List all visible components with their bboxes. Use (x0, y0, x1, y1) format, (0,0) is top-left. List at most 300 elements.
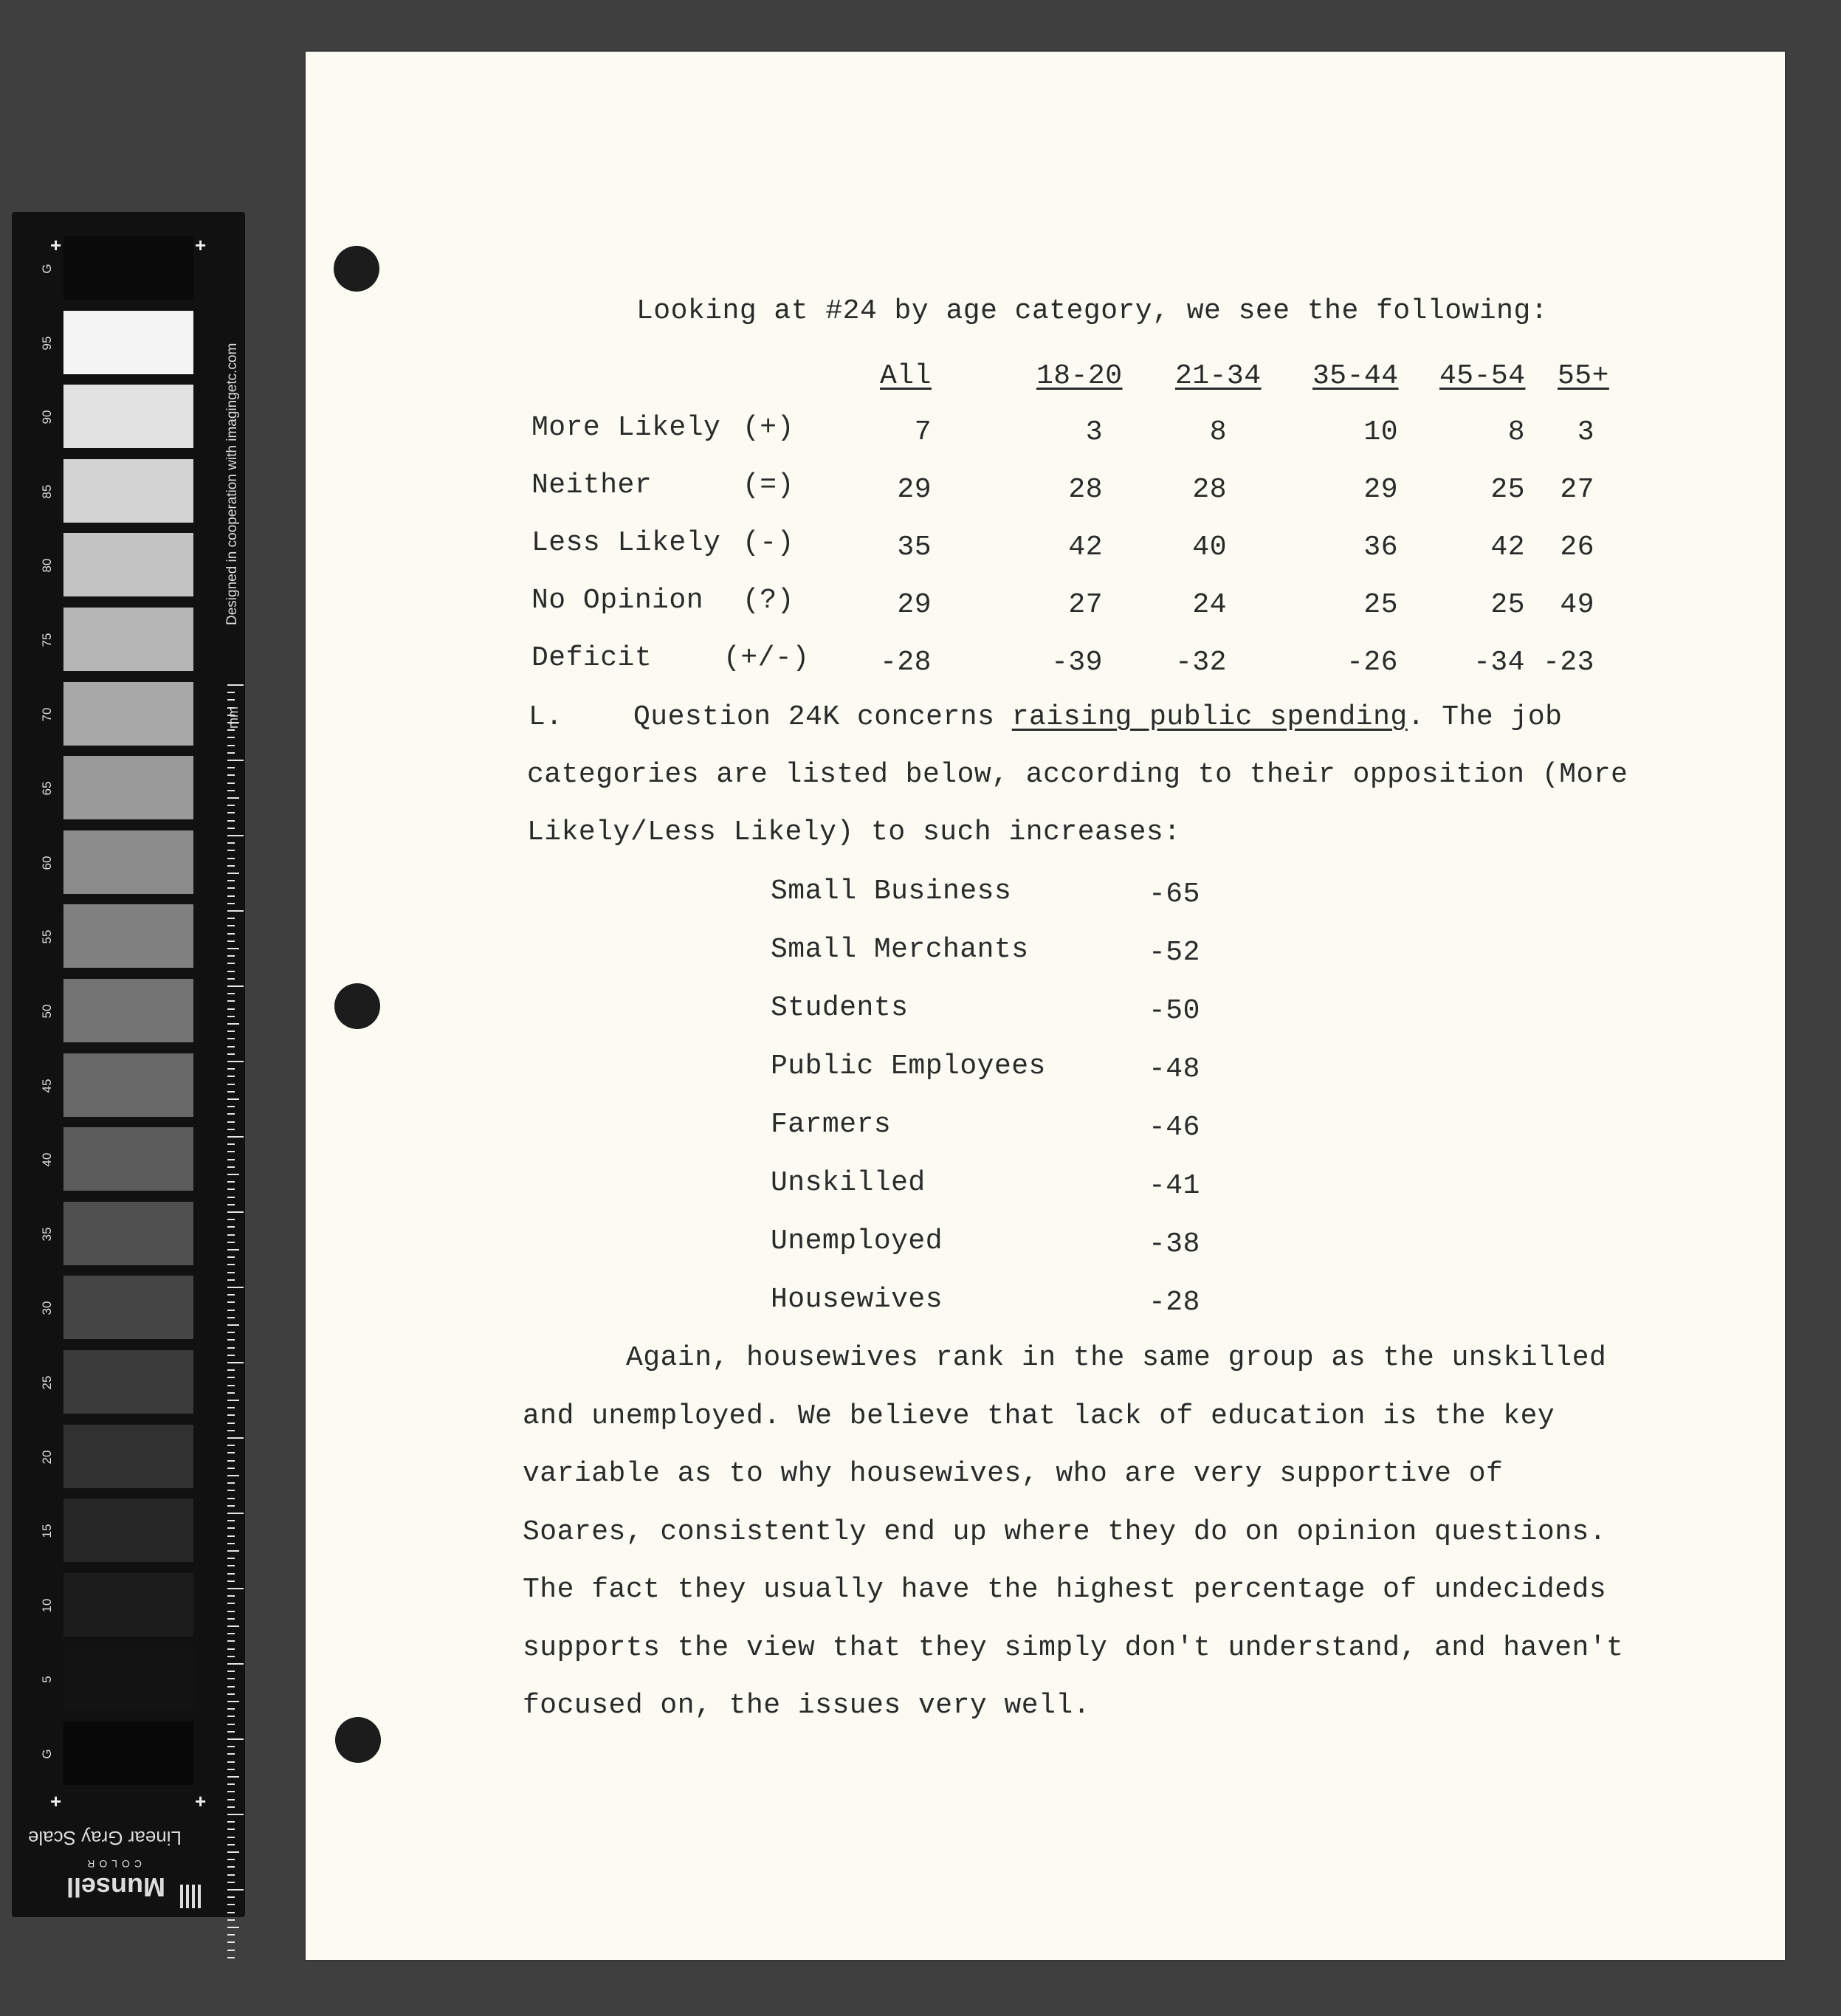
ruler-tick (227, 1769, 235, 1770)
ruler-tick (227, 1859, 235, 1860)
age-cell: 10 (1363, 416, 1398, 448)
ruler-tick (227, 1799, 235, 1800)
gray-patch-label: 20 (40, 1450, 54, 1465)
ruler-tick (227, 1543, 235, 1544)
ruler-tick (227, 1934, 235, 1936)
ruler-tick (227, 1008, 235, 1010)
ruler-tick (227, 1301, 235, 1303)
ruler-tick (227, 1452, 235, 1453)
ruler-tick (227, 1061, 244, 1062)
closing-line: Soares, consistently end up where they do on opinion questions. (523, 1516, 1607, 1548)
ruler-tick (227, 1076, 235, 1077)
ruler-tick (227, 1310, 235, 1311)
job-name: Students (771, 992, 909, 1024)
closing-line: supports the view that they simply don't understand, and haven't (523, 1631, 1624, 1664)
ruler-tick (227, 887, 235, 889)
ruler-tick (227, 1151, 235, 1152)
age-header: All (880, 360, 932, 392)
gray-patch-label: G (40, 1749, 54, 1759)
gray-patch-label: G (40, 264, 54, 274)
intro-line: Looking at #24 by age category, we see the following: (636, 295, 1549, 327)
ruler-tick (227, 1950, 235, 1951)
ruler-tick (227, 1550, 239, 1552)
ruler-tick (227, 1385, 235, 1386)
ruler-tick (227, 1468, 235, 1469)
age-cell: -28 (880, 647, 932, 678)
ruler-tick (227, 1053, 235, 1055)
gray-patch-label: 40 (40, 1152, 54, 1167)
ruler-tick (227, 1369, 235, 1371)
job-name: Small Merchants (771, 934, 1029, 966)
gray-patch (63, 1647, 193, 1710)
ruler-tick (227, 737, 235, 738)
ruler-tick (227, 1648, 235, 1650)
age-cell: 8 (1507, 416, 1525, 448)
gray-patch (63, 1499, 193, 1562)
ruler-tick (227, 1851, 239, 1853)
ruler-tick (227, 1242, 235, 1243)
age-cell: 8 (1209, 416, 1227, 448)
gray-patch-label: 35 (40, 1227, 54, 1242)
ruler-tick (227, 910, 244, 912)
ruler-tick (227, 1844, 235, 1845)
age-cell: 35 (897, 531, 932, 563)
ruler-tick (227, 1837, 235, 1838)
ruler-tick (227, 873, 239, 874)
section-line-1a: Question 24K concerns (633, 701, 1012, 733)
ruler-tick (227, 1866, 235, 1868)
ruler-tick (227, 1437, 244, 1439)
ruler-tick (227, 1264, 235, 1265)
ruler-tick (227, 1084, 235, 1085)
ruler-tick (227, 1513, 244, 1514)
job-name: Farmers (771, 1109, 892, 1141)
gray-patch-label: 90 (40, 410, 54, 424)
job-name: Housewives (771, 1284, 943, 1315)
ruler-tick (227, 1256, 235, 1258)
ruler-tick (227, 1776, 239, 1778)
closing-line: and unemployed. We believe that lack of education is the key (523, 1400, 1555, 1432)
age-header: 55+ (1558, 360, 1609, 392)
age-cell: 29 (897, 474, 932, 506)
gray-patch (63, 533, 193, 596)
job-value: -65 (1149, 878, 1200, 910)
ruler-tick (227, 1181, 235, 1183)
section-letter: L. (529, 701, 563, 733)
ruler-tick (227, 1498, 235, 1499)
ruler-tick (227, 1211, 244, 1213)
ruler-tick (227, 1671, 235, 1672)
job-name: Public Employees (771, 1050, 1046, 1082)
ruler-tick (227, 1482, 235, 1484)
gray-patch (63, 904, 193, 968)
age-row-label: Deficit (531, 642, 653, 674)
job-name: Unemployed (771, 1225, 943, 1257)
ruler-tick (227, 1625, 239, 1627)
gray-patch (63, 608, 193, 671)
plus-mark-bottom-left: + (50, 1790, 62, 1812)
section-line-1 (633, 701, 1562, 733)
ruler-tick (227, 1000, 235, 1002)
ruler-tick (227, 1392, 235, 1394)
ruler-tick (227, 1234, 235, 1236)
gray-patch-label: 30 (40, 1301, 54, 1315)
gray-patch (63, 1425, 193, 1488)
gray-patch-label: 95 (40, 336, 54, 351)
ruler-tick (227, 903, 235, 904)
ruler-tick (227, 1414, 235, 1416)
ruler-tick (227, 1091, 235, 1093)
ruler-tick (227, 1332, 235, 1333)
closing-line: Again, housewives rank in the same group as the unskilled (626, 1342, 1607, 1374)
age-cell: 40 (1192, 531, 1227, 563)
punch-hole-middle (334, 983, 380, 1029)
ruler-tick (227, 1294, 235, 1296)
gray-patch (63, 385, 193, 448)
closing-line: variable as to why housewives, who are very supportive of (523, 1458, 1504, 1490)
ruler-tick (227, 948, 239, 949)
ruler-unit-label: mm (226, 706, 241, 729)
age-cell: 29 (897, 589, 932, 621)
gray-patch (63, 236, 193, 300)
ruler-tick (227, 1580, 235, 1582)
age-row-label: Neither (531, 469, 653, 501)
age-cell: 28 (1068, 474, 1103, 506)
age-cell: -34 (1473, 647, 1525, 678)
job-value: -52 (1149, 937, 1200, 969)
job-name: Unskilled (771, 1167, 926, 1199)
ruler-tick (227, 1761, 235, 1763)
age-cell: 42 (1068, 531, 1103, 563)
ruler-tick (227, 1272, 235, 1273)
gray-patch-label: 60 (40, 856, 54, 870)
ruler-tick (227, 1724, 235, 1725)
gray-patch-label: 85 (40, 484, 54, 499)
ruler-tick (227, 745, 235, 746)
ruler-tick (227, 1716, 235, 1717)
age-row-code: (=) (743, 469, 794, 501)
age-row-label: More Likely (531, 412, 721, 444)
punch-hole-top (334, 246, 379, 292)
gray-patch (63, 756, 193, 819)
ruler-tick (227, 1475, 239, 1476)
ruler-tick (227, 797, 239, 799)
gray-patch-label: 80 (40, 558, 54, 573)
gray-patch-label: 5 (40, 1676, 54, 1684)
gray-patch-label: 55 (40, 929, 54, 944)
ruler-tick (227, 1828, 235, 1830)
ruler-tick (227, 1701, 239, 1702)
ruler-tick (227, 1603, 235, 1604)
age-row-code: (-) (743, 527, 794, 559)
ruler-tick (227, 993, 235, 994)
ruler-tick (227, 1896, 235, 1898)
ruler-tick (227, 955, 235, 957)
ruler-tick (227, 1287, 244, 1288)
ruler-tick (227, 880, 235, 881)
ruler-tick (227, 1919, 235, 1921)
age-row-code: (+) (743, 412, 794, 444)
age-cell: 27 (1560, 474, 1594, 506)
age-cell: -26 (1346, 647, 1398, 678)
ruler-tick (227, 850, 235, 851)
ruler-tick (227, 1279, 235, 1281)
ruler-tick (227, 1611, 235, 1612)
ruler-tick (227, 1197, 235, 1198)
age-row-code: (+/-) (723, 642, 810, 674)
ruler-tick (227, 1226, 235, 1228)
ruler-tick (227, 1912, 235, 1913)
gray-patch (63, 979, 193, 1042)
ruler-tick (227, 752, 235, 754)
age-cell: 3 (1577, 416, 1594, 448)
job-value: -48 (1149, 1053, 1200, 1085)
ruler-tick (227, 1490, 235, 1491)
gray-patch-label: 75 (40, 633, 54, 647)
ruler-tick (227, 1355, 235, 1356)
mm-ruler (220, 684, 250, 1965)
gray-scale-card (12, 212, 245, 1917)
ruler-tick (227, 940, 235, 942)
gray-patch-label: 10 (40, 1598, 54, 1613)
age-cell: 25 (1363, 589, 1398, 621)
age-cell: 25 (1490, 589, 1525, 621)
age-cell: 28 (1192, 474, 1227, 506)
ruler-tick (227, 692, 235, 693)
section-line-2: categories are listed below, according to their opposition (More (527, 759, 1628, 791)
plus-mark-bottom-right: + (195, 1790, 207, 1812)
ruler-tick (227, 1573, 235, 1575)
ruler-tick (227, 1068, 235, 1070)
section-line-1b: . The job (1407, 701, 1563, 733)
age-header: 45-54 (1439, 360, 1526, 392)
ruler-tick (227, 1038, 235, 1039)
ruler-tick (227, 812, 235, 813)
gray-patch (63, 1573, 193, 1637)
job-value: -41 (1149, 1170, 1200, 1202)
ruler-tick (227, 1595, 235, 1597)
ruler-tick (227, 1023, 239, 1025)
ruler-tick (227, 1121, 235, 1123)
age-cell: 25 (1490, 474, 1525, 506)
ruler-tick (227, 1535, 235, 1537)
ruler-tick (227, 1814, 244, 1815)
ruler-tick (227, 805, 235, 806)
ruler-tick (227, 1136, 244, 1138)
ruler-tick (227, 858, 235, 859)
gray-patch-label: 65 (40, 781, 54, 796)
age-row-label: No Opinion (531, 585, 704, 616)
ruler-tick (227, 1031, 235, 1032)
age-cell: 27 (1068, 589, 1103, 621)
gray-patch (63, 1127, 193, 1191)
plus-mark-top-right: + (195, 234, 207, 256)
ruler-tick (227, 1339, 235, 1341)
closing-line: focused on, the issues very well. (523, 1690, 1091, 1721)
age-cell: 29 (1363, 474, 1398, 506)
ruler-tick (227, 971, 235, 972)
gray-patch (63, 1721, 193, 1785)
ruler-tick (227, 918, 235, 919)
ruler-tick (227, 1693, 235, 1695)
age-header: 18-20 (1036, 360, 1123, 392)
ruler-tick (227, 1663, 244, 1665)
ruler-tick (227, 933, 235, 935)
ruler-tick (227, 1317, 235, 1318)
ruler-tick (227, 1460, 235, 1462)
closing-line: The fact they usually have the highest percentage of undecideds (523, 1574, 1607, 1606)
ruler-tick (227, 828, 235, 829)
job-name: Small Business (771, 875, 1012, 907)
gray-patch-label: 70 (40, 707, 54, 722)
ruler-tick (227, 1520, 235, 1521)
gray-patch (63, 682, 193, 746)
age-cell: 24 (1192, 589, 1227, 621)
age-row-label: Less Likely (531, 527, 721, 559)
gray-patch (63, 1053, 193, 1117)
ruler-tick (227, 760, 244, 761)
ruler-tick (227, 1400, 239, 1401)
ruler-tick (227, 820, 235, 822)
age-cell: 3 (1085, 416, 1103, 448)
age-cell: -23 (1543, 647, 1594, 678)
gray-patch (63, 830, 193, 894)
gray-patch (63, 1350, 193, 1414)
age-header: 35-44 (1312, 360, 1399, 392)
ruler-tick (227, 1904, 235, 1905)
ruler-tick (227, 684, 244, 686)
ruler-tick (227, 767, 235, 768)
credit-text: Designed in cooperation with imagingetc.com (224, 343, 240, 625)
age-cell: 42 (1490, 531, 1525, 563)
ruler-tick (227, 1746, 235, 1747)
ruler-tick (227, 1422, 235, 1424)
ruler-tick (227, 1618, 235, 1620)
gray-patch-label: 45 (40, 1078, 54, 1093)
ruler-tick (227, 895, 235, 897)
gray-patch-label: 50 (40, 1004, 54, 1019)
ruler-tick (227, 842, 235, 844)
gray-patch (63, 1202, 193, 1265)
ruler-tick (227, 1347, 235, 1349)
age-cell: 7 (914, 416, 932, 448)
ruler-tick (227, 1731, 235, 1733)
ruler-tick (227, 1129, 235, 1130)
punch-hole-bottom (335, 1717, 381, 1763)
ruler-tick (227, 1821, 235, 1823)
ruler-tick (227, 1445, 235, 1446)
gray-patch-label: 25 (40, 1375, 54, 1390)
ruler-tick (227, 1249, 239, 1250)
ruler-tick (227, 1166, 235, 1168)
ruler-tick (227, 1505, 235, 1507)
scale-title: Linear Gray Scale (27, 1827, 182, 1849)
gray-patch (63, 311, 193, 374)
age-cell: -32 (1175, 647, 1227, 678)
ruler-tick (227, 1558, 235, 1559)
ruler-tick (227, 865, 235, 867)
brand-sub: COLOR (83, 1858, 142, 1870)
ruler-tick (227, 1324, 239, 1326)
gray-patch (63, 1276, 193, 1339)
ruler-tick (227, 1174, 239, 1175)
ruler-tick (227, 1430, 235, 1431)
age-cell: 36 (1363, 531, 1398, 563)
job-value: -28 (1149, 1287, 1200, 1318)
ruler-tick (227, 978, 235, 980)
ruler-tick (227, 1889, 244, 1891)
ruler-tick (227, 1656, 235, 1657)
gray-patch (63, 459, 193, 523)
ruler-tick (227, 1633, 235, 1634)
ruler-tick (227, 1686, 235, 1688)
ruler-tick (227, 925, 235, 926)
ruler-tick (227, 1957, 235, 1958)
ruler-tick (227, 985, 244, 987)
document-page (306, 52, 1785, 1960)
plus-mark-top-left: + (50, 234, 62, 256)
age-cell: -39 (1051, 647, 1103, 678)
age-header: 21-34 (1175, 360, 1262, 392)
ruler-tick (227, 1941, 235, 1943)
brand-logo-icon (180, 1885, 204, 1908)
ruler-tick (227, 1143, 235, 1145)
ruler-tick (227, 1640, 235, 1642)
ruler-tick (227, 1588, 244, 1589)
ruler-tick (227, 963, 235, 964)
gray-patch-label: 15 (40, 1524, 54, 1538)
ruler-tick (227, 1113, 235, 1115)
ruler-tick (227, 1806, 235, 1808)
ruler-tick (227, 1791, 235, 1792)
ruler-tick (227, 1016, 235, 1017)
ruler-tick (227, 1783, 235, 1785)
ruler-tick (227, 1204, 235, 1205)
ruler-tick (227, 1098, 239, 1100)
age-row-code: (?) (743, 585, 794, 616)
ruler-tick (227, 1753, 235, 1755)
ruler-tick (227, 1407, 235, 1408)
section-line-3: Likely/Less Likely) to such increases: (527, 816, 1181, 848)
ruler-tick (227, 1882, 235, 1883)
ruler-tick (227, 699, 235, 701)
ruler-tick (227, 1678, 235, 1679)
age-cell: 49 (1560, 589, 1594, 621)
job-value: -50 (1149, 995, 1200, 1027)
ruler-tick (227, 1377, 235, 1378)
ruler-tick (227, 1708, 235, 1710)
ruler-tick (227, 1046, 235, 1047)
brand-name: Munsell (66, 1872, 165, 1902)
ruler-tick (227, 790, 235, 791)
ruler-tick (227, 1188, 235, 1190)
ruler-tick (227, 835, 244, 836)
age-cell: 26 (1560, 531, 1594, 563)
ruler-tick (227, 1527, 235, 1529)
ruler-tick (227, 1219, 235, 1220)
ruler-tick (227, 729, 235, 731)
ruler-tick (227, 782, 235, 784)
ruler-tick (227, 774, 235, 776)
ruler-tick (227, 1565, 235, 1566)
ruler-tick (227, 1927, 239, 1928)
ruler-tick (227, 1874, 235, 1876)
job-value: -38 (1149, 1228, 1200, 1260)
ruler-tick (227, 1106, 235, 1107)
ruler-tick (227, 1159, 235, 1160)
ruler-tick (227, 1738, 244, 1740)
ruler-tick (227, 1362, 244, 1363)
